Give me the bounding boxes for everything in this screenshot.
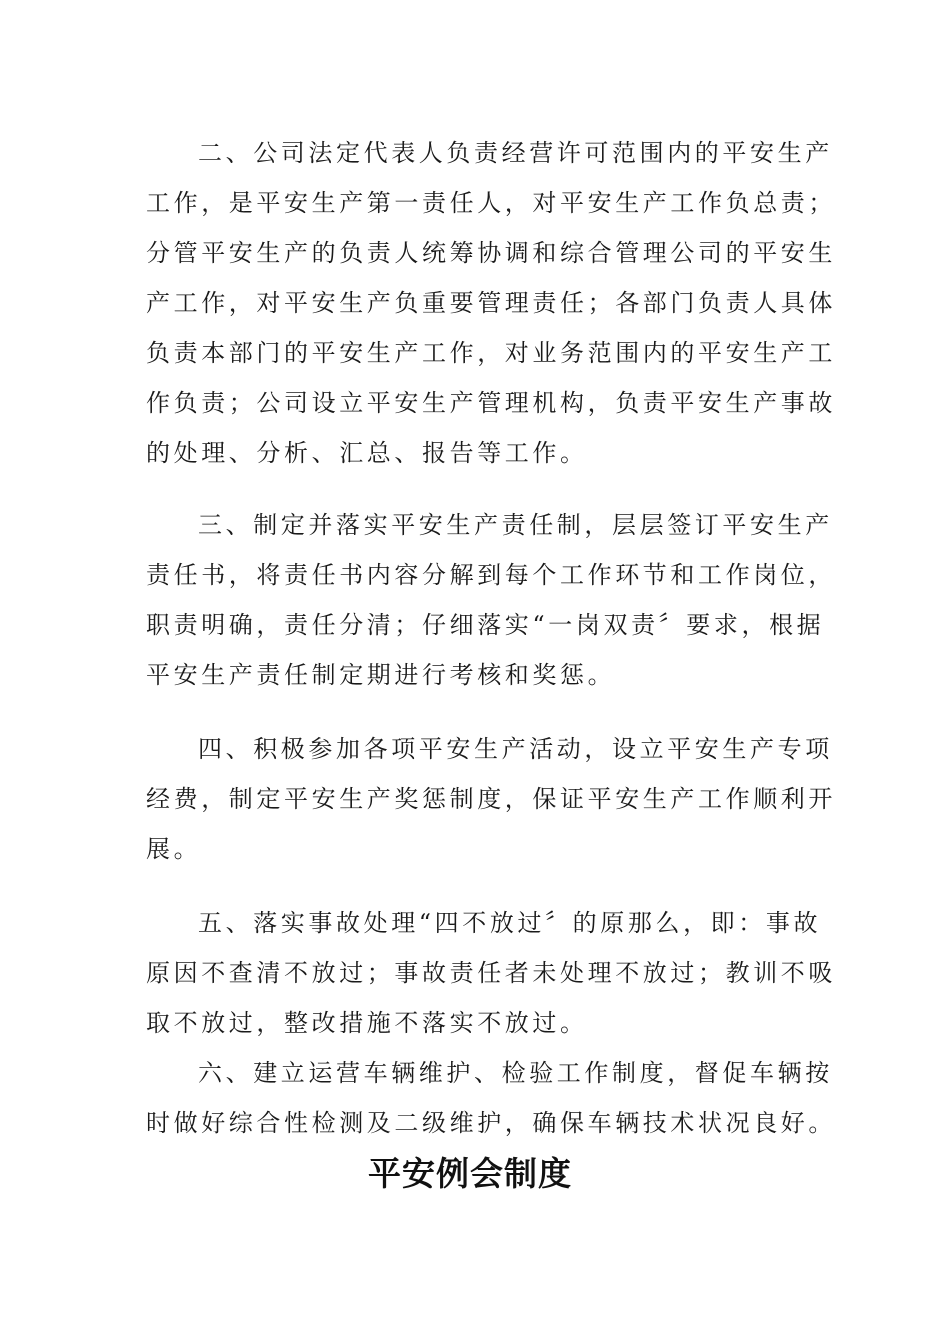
text-line: 展。 xyxy=(146,835,202,863)
text-line: 平安生产责任制定期进行考核和奖惩。 xyxy=(146,661,616,689)
text-line: 二、公司法定代表人负责经营许可范围内的平安生产 xyxy=(198,139,833,167)
text-line: 作负责；公司设立平安生产管理机构，负责平安生产事故 xyxy=(146,389,836,417)
text-line: 分管平安生产的负责人统筹协调和综合管理公司的平安生 xyxy=(146,239,836,267)
text-line: 三、制定并落实平安生产责任制，层层签订平安生产 xyxy=(198,511,833,539)
text-line: 取不放过，整改措施不落实不放过。 xyxy=(146,1009,588,1037)
text-line: 职责明确，责任分清；仔细落实“一岗双责〞要求，根据 xyxy=(146,611,825,639)
text-line: 经费，制定平安生产奖惩制度，保证平安生产工作顺利开 xyxy=(146,785,836,813)
section-title-text: 平安例会制度 xyxy=(368,1154,572,1193)
text-line: 时做好综合性检测及二级维护，确保车辆技术状况良好。 xyxy=(146,1109,836,1137)
text-line: 六、建立运营车辆维护、检验工作制度，督促车辆按 xyxy=(198,1059,833,1087)
paragraph-6 xyxy=(146,1048,836,1148)
text-line: 负责本部门的平安生产工作，对业务范围内的平安生产工 xyxy=(146,339,836,367)
text-line: 责任书，将责任书内容分解到每个工作环节和工作岗位， xyxy=(146,561,836,589)
paragraph-4 xyxy=(146,724,836,874)
paragraph-2 xyxy=(146,128,836,478)
paragraph-3 xyxy=(146,500,836,700)
text-line: 工作，是平安生产第一责任人，对平安生产工作负总责； xyxy=(146,189,836,217)
text-line: 四、积极参加各项平安生产活动，设立平安生产专项 xyxy=(198,735,833,763)
text-line: 的处理、分析、汇总、报告等工作。 xyxy=(146,439,588,467)
section-title xyxy=(0,1146,950,1202)
text-line: 原因不查清不放过；事故责任者未处理不放过；教训不吸 xyxy=(146,959,836,987)
text-line: 五、落实事故处理“四不放过〞的原那么，即：事故 xyxy=(198,909,822,937)
paragraph-5 xyxy=(146,898,836,1048)
text-line: 产工作，对平安生产负重要管理责任；各部门负责人具体 xyxy=(146,289,836,317)
